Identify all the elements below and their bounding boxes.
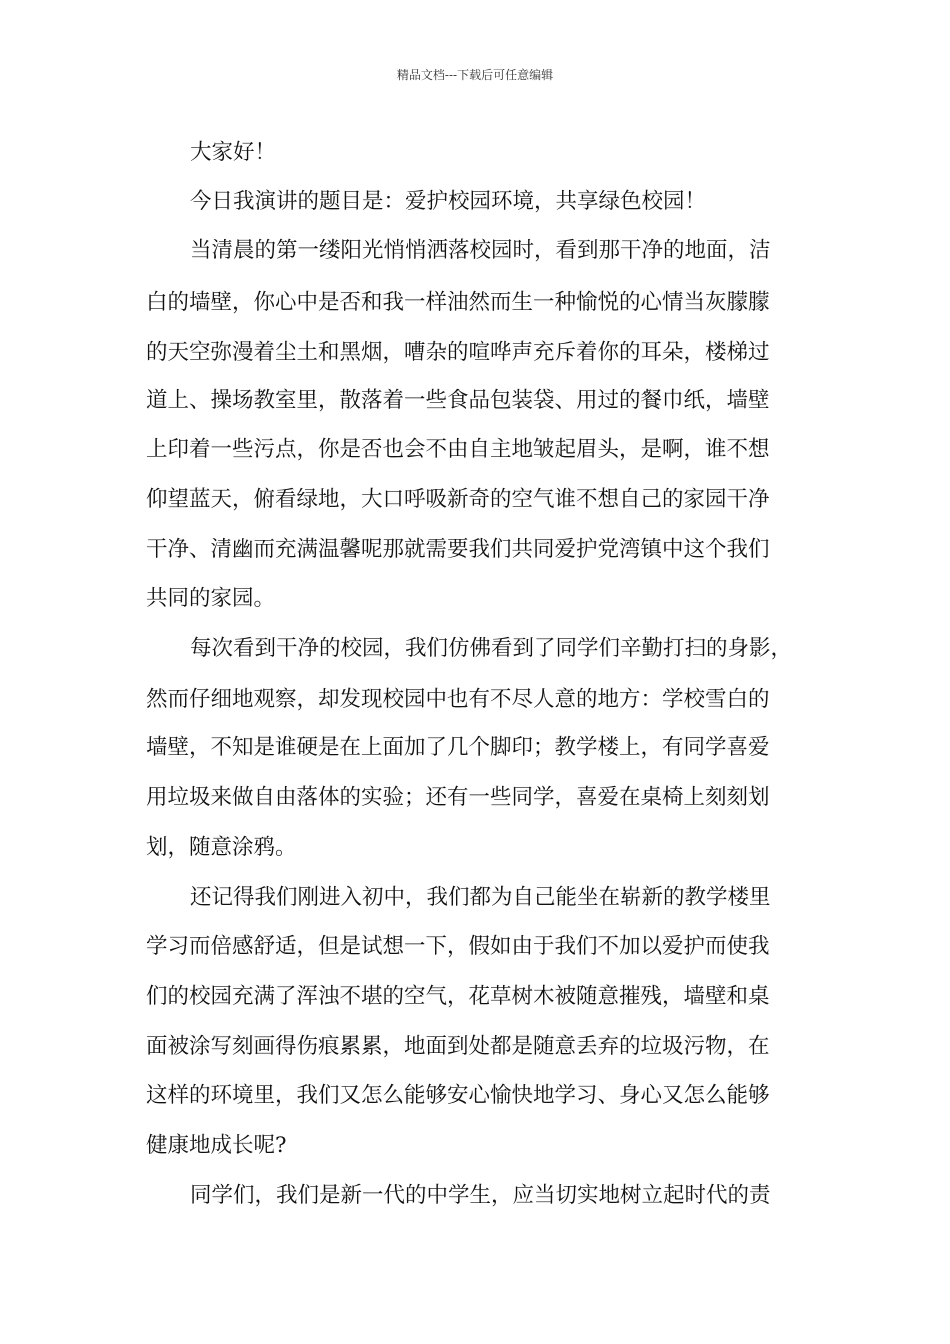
text-line: 共同的家园。 [146,586,276,611]
text-line: 上印着一些污点，你是否也会不由自主地皱起眉头，是啊，谁不想 [146,437,770,462]
text-line: 们的校园充满了浑浊不堪的空气，花草树木被随意摧残，墙壁和桌 [146,984,770,1009]
text-line: 墙壁，不知是谁硬是在上面加了几个脚印；教学楼上，有同学喜爱 [146,735,770,760]
text-line: 当清晨的第一缕阳光悄悄洒落校园时，看到那干净的地面，洁 [190,238,771,263]
text-line: 同学们，我们是新一代的中学生，应当切实地树立起时代的责 [190,1183,771,1208]
text-line: 然而仔细地观察，却发现校园中也有不尽人意的地方：学校雪白的 [146,687,770,712]
text-line: 还记得我们刚进入初中，我们都为自己能坐在崭新的教学楼里 [190,885,771,910]
text-line: 仰望蓝天，俯看绿地，大口呼吸新奇的空气谁不想自己的家园干净 [146,487,770,512]
page-header: 精品文档---下载后可任意编辑 [396,68,554,82]
text-line: 用垃圾来做自由落体的实验；还有一些同学，喜爱在桌椅上刻刻划 [146,785,770,810]
text-line: 学习而倍感舒适，但是试想一下，假如由于我们不加以爱护而使我 [146,934,770,959]
text-line: 道上、操场教室里，散落着一些食品包装袋、用过的餐巾纸，墙壁 [146,388,770,413]
text-line: 面被涂写刻画得伤痕累累，地面到处都是随意丢弃的垃圾污物，在 [146,1034,770,1059]
text-line: 的天空弥漫着尘土和黑烟，嘈杂的喧哗声充斥着你的耳朵，楼梯过 [146,340,770,365]
text-line: 干净、清幽而充满温馨呢那就需要我们共同爱护党湾镇中这个我们 [146,537,770,562]
text-line: 划，随意涂鸦。 [146,835,297,860]
text-line: 白的墙壁，你心中是否和我一样油然而生一种愉悦的心情当灰朦朦 [146,290,770,315]
text-line: 大家好！ [190,140,277,165]
text-line: 今日我演讲的题目是：爱护校园环境，共享绿色校园！ [190,189,707,214]
text-line: 健康地成长呢? [146,1133,287,1158]
text-line: 每次看到干净的校园，我们仿佛看到了同学们辛勤打扫的身影， [190,636,793,661]
text-line: 这样的环境里，我们又怎么能够安心愉快地学习、身心又怎么能够 [146,1083,770,1108]
